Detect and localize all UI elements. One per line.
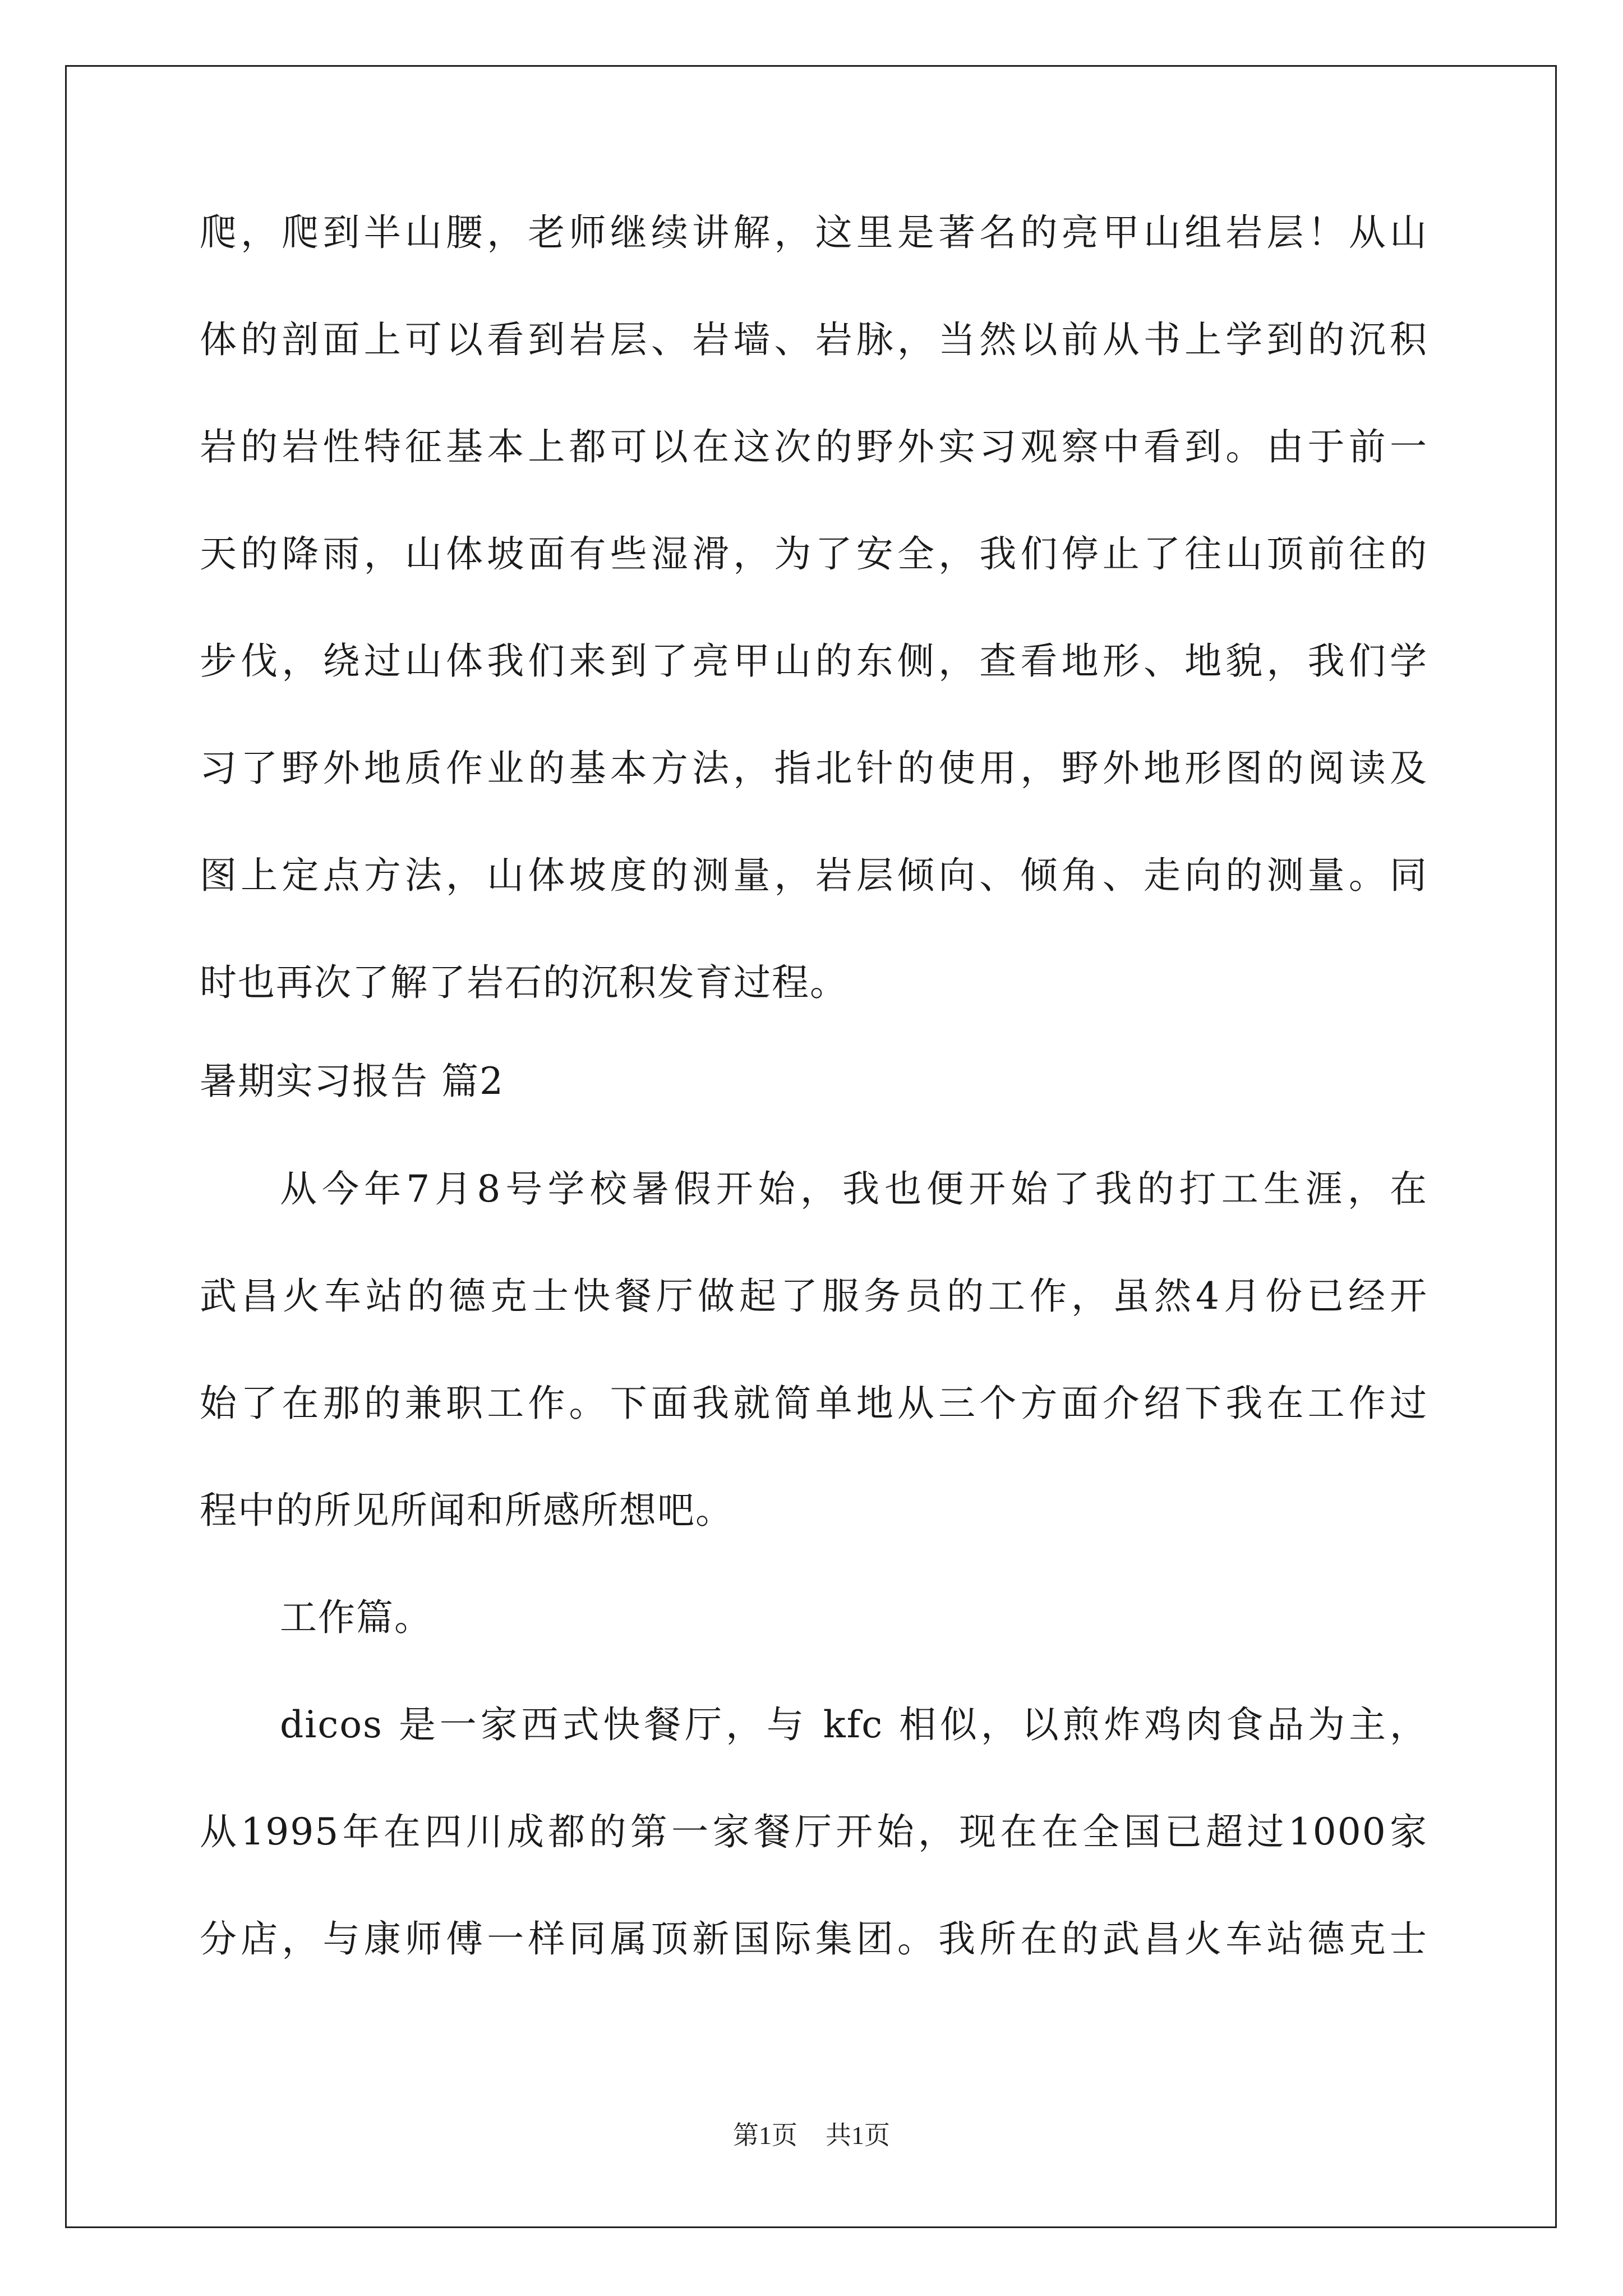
body-line: 分店，与康师傅一样同属顶新国际集团。我所在的武昌火车站德克士 [200,1917,1428,1961]
body-line: 始了在那的兼职工作。下面我就简单地从三个方面介绍下我在工作过 [200,1382,1428,1425]
body-line: 程中的所见所闻和所感所想吧。 [200,1489,734,1532]
page-border [65,65,1557,2228]
page-total: 共1页 [826,2121,890,2150]
body-line: 从今年7月8号学校暑假开始，我也便开始了我的打工生涯，在 [280,1167,1428,1211]
body-line: 武昌火车站的德克士快餐厅做起了服务员的工作，虽然4月份已经开 [200,1274,1428,1318]
body-line: 时也再次了解了岩石的沉积发育过程。 [200,961,848,1004]
body-line: 体的剖面上可以看到岩层、岩墙、岩脉，当然以前从书上学到的沉积 [200,318,1428,361]
body-line: 天的降雨，山体坡面有些湿滑，为了安全，我们停止了往山顶前往的 [200,532,1428,576]
page-number: 第1页 [733,2121,797,2150]
body-line: 习了野外地质作业的基本方法，指北针的使用，野外地形图的阅读及 [200,747,1428,790]
body-line: 图上定点方法，山体坡度的测量，岩层倾向、倾角、走向的测量。同 [200,854,1428,897]
body-line: 步伐，绕过山体我们来到了亮甲山的东侧，查看地形、地貌，我们学 [200,639,1428,683]
body-line: 从1995年在四川成都的第一家餐厅开始，现在在全国已超过1000家 [200,1810,1428,1853]
page-footer [0,2115,1623,2152]
body-line: dicos 是一家西式快餐厅，与 kfc 相似，以煎炸鸡肉食品为主， [280,1703,1428,1746]
body-line: 岩的岩性特征基本上都可以在这次的野外实习观察中看到。由于前一 [200,425,1428,468]
body-line: 爬，爬到半山腰，老师继续讲解，这里是著名的亮甲山组岩层！从山 [200,211,1428,254]
section-heading: 暑期实习报告 篇2 [200,1060,504,1103]
subsection-heading: 工作篇。 [280,1596,432,1639]
